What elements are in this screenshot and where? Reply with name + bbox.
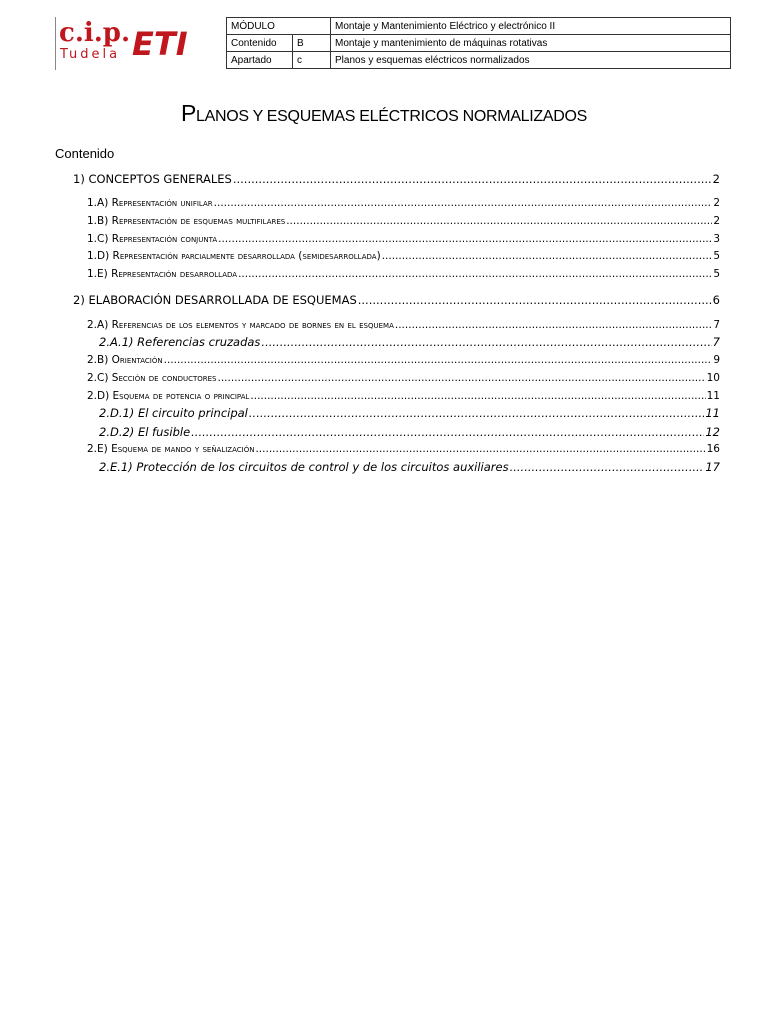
toc-entry-page: 2 (712, 172, 720, 186)
toc-entry-label: 2.E.1) Protección de los circuitos de control y de los circuitos auxiliares (99, 460, 509, 474)
toc-entry-page: 10 (706, 372, 720, 384)
header-code: c (293, 52, 331, 69)
toc-entry[interactable] (99, 406, 720, 420)
toc-entry-page: 7 (713, 319, 720, 331)
toc-entry[interactable] (87, 390, 720, 402)
toc-entry[interactable] (99, 460, 720, 474)
toc-entry-label: 1.B) Representación de esquemas multifilares (87, 215, 286, 227)
toc-entry-page: 2 (713, 215, 720, 227)
logo-tudela-text: Tudela (60, 47, 121, 62)
toc-entry[interactable] (87, 354, 720, 366)
toc-entry-page: 7 (712, 335, 720, 349)
toc-leader-dots (358, 293, 712, 307)
toc-entry-page: 12 (705, 425, 720, 439)
toc-leader-dots (382, 250, 713, 262)
toc-entry-label: 2.E) Esquema de mando y señalización (87, 443, 255, 455)
toc-entry-label: 2.A.1) Referencias cruzadas (99, 335, 261, 349)
header-label: Apartado (227, 52, 293, 69)
toc-leader-dots (395, 319, 712, 331)
toc-leader-dots (249, 406, 704, 420)
toc-leader-dots (510, 460, 705, 474)
toc-entry-label: 2) ELABORACIÓN DESARROLLADA DE ESQUEMAS (73, 293, 357, 307)
logo-cip-text: c.i.p. (59, 18, 131, 48)
toc-entry[interactable] (87, 372, 720, 384)
toc-entry[interactable] (87, 250, 720, 262)
toc-entry[interactable] (73, 293, 720, 307)
toc-entry[interactable] (99, 335, 720, 349)
toc-entry[interactable] (73, 172, 720, 186)
logo-eti-text: ETI (132, 25, 188, 63)
header-row-apartado (227, 52, 731, 69)
toc-leader-dots (255, 443, 705, 455)
toc-entry-label: 2.C) Sección de conductores (87, 372, 217, 384)
toc-entry-label: 2.D) Esquema de potencia o principal (87, 390, 250, 402)
cip-eti-logo (55, 17, 226, 70)
toc-entry-page: 5 (713, 250, 720, 262)
toc-entry-page: 16 (706, 443, 720, 455)
toc-entry-label: 1.A) Representación unifilar (87, 197, 213, 209)
toc-leader-dots (164, 354, 713, 366)
toc-entry-page: 3 (713, 233, 720, 245)
header-row-modulo (227, 18, 731, 35)
toc-entry[interactable] (99, 425, 720, 439)
header-code: B (293, 35, 331, 52)
toc-entry-page: 9 (713, 354, 720, 366)
toc-entry-page: 11 (706, 390, 720, 402)
toc-entry-label: 2.A) Referencias de los elementos y marcado de bornes en el esquema (87, 319, 394, 331)
document-header-table (226, 17, 731, 69)
toc-entry-page: 6 (712, 293, 720, 307)
toc-entry-label: 2.D.2) El fusible (99, 425, 191, 439)
toc-leader-dots (238, 268, 712, 280)
header-label: Contenido (227, 35, 293, 52)
header-value: Montaje y Mantenimiento Eléctrico y electrónico II (331, 18, 731, 35)
toc-entry-label: 1.E) Representación desarrollada (87, 268, 238, 280)
toc-entry[interactable] (87, 268, 720, 280)
toc-entry-label: 1.C) Representación conjunta (87, 233, 218, 245)
toc-entry-page: 11 (705, 406, 720, 420)
toc-leader-dots (233, 172, 712, 186)
toc-leader-dots (286, 215, 712, 227)
toc-entry-page: 5 (713, 268, 720, 280)
toc-entry[interactable] (87, 319, 720, 331)
toc-entry[interactable] (87, 443, 720, 455)
header-value: Montaje y mantenimiento de máquinas rotativas (331, 35, 731, 52)
header-row-contenido (227, 35, 731, 52)
toc-leader-dots (218, 372, 706, 384)
toc-leader-dots (191, 425, 704, 439)
page-title (0, 100, 768, 127)
toc-entry-label: 2.B) Orientación (87, 354, 163, 366)
toc-entry-label: 2.D.1) El circuito principal (99, 406, 248, 420)
toc-entry-page: 2 (713, 197, 720, 209)
toc-entry-page: 17 (705, 460, 720, 474)
toc-leader-dots (261, 335, 711, 349)
header-value: Planos y esquemas eléctricos normalizados (331, 52, 731, 69)
header-label: MÓDULO (227, 18, 331, 35)
title-rest: LANOS Y ESQUEMAS ELÉCTRICOS NORMALIZADOS (195, 108, 588, 125)
toc-entry[interactable] (87, 233, 720, 245)
toc-entry[interactable] (87, 197, 720, 209)
contents-heading: Contenido (55, 146, 115, 161)
toc-leader-dots (218, 233, 712, 245)
title-initial: P (180, 100, 196, 126)
toc-leader-dots (250, 390, 705, 402)
toc-entry-label: 1) CONCEPTOS GENERALES (73, 172, 232, 186)
toc-entry-label: 1.D) Representación parcialmente desarrollada (semidesarrollada) (87, 250, 381, 262)
toc-entry[interactable] (87, 215, 720, 227)
toc-leader-dots (214, 197, 713, 209)
